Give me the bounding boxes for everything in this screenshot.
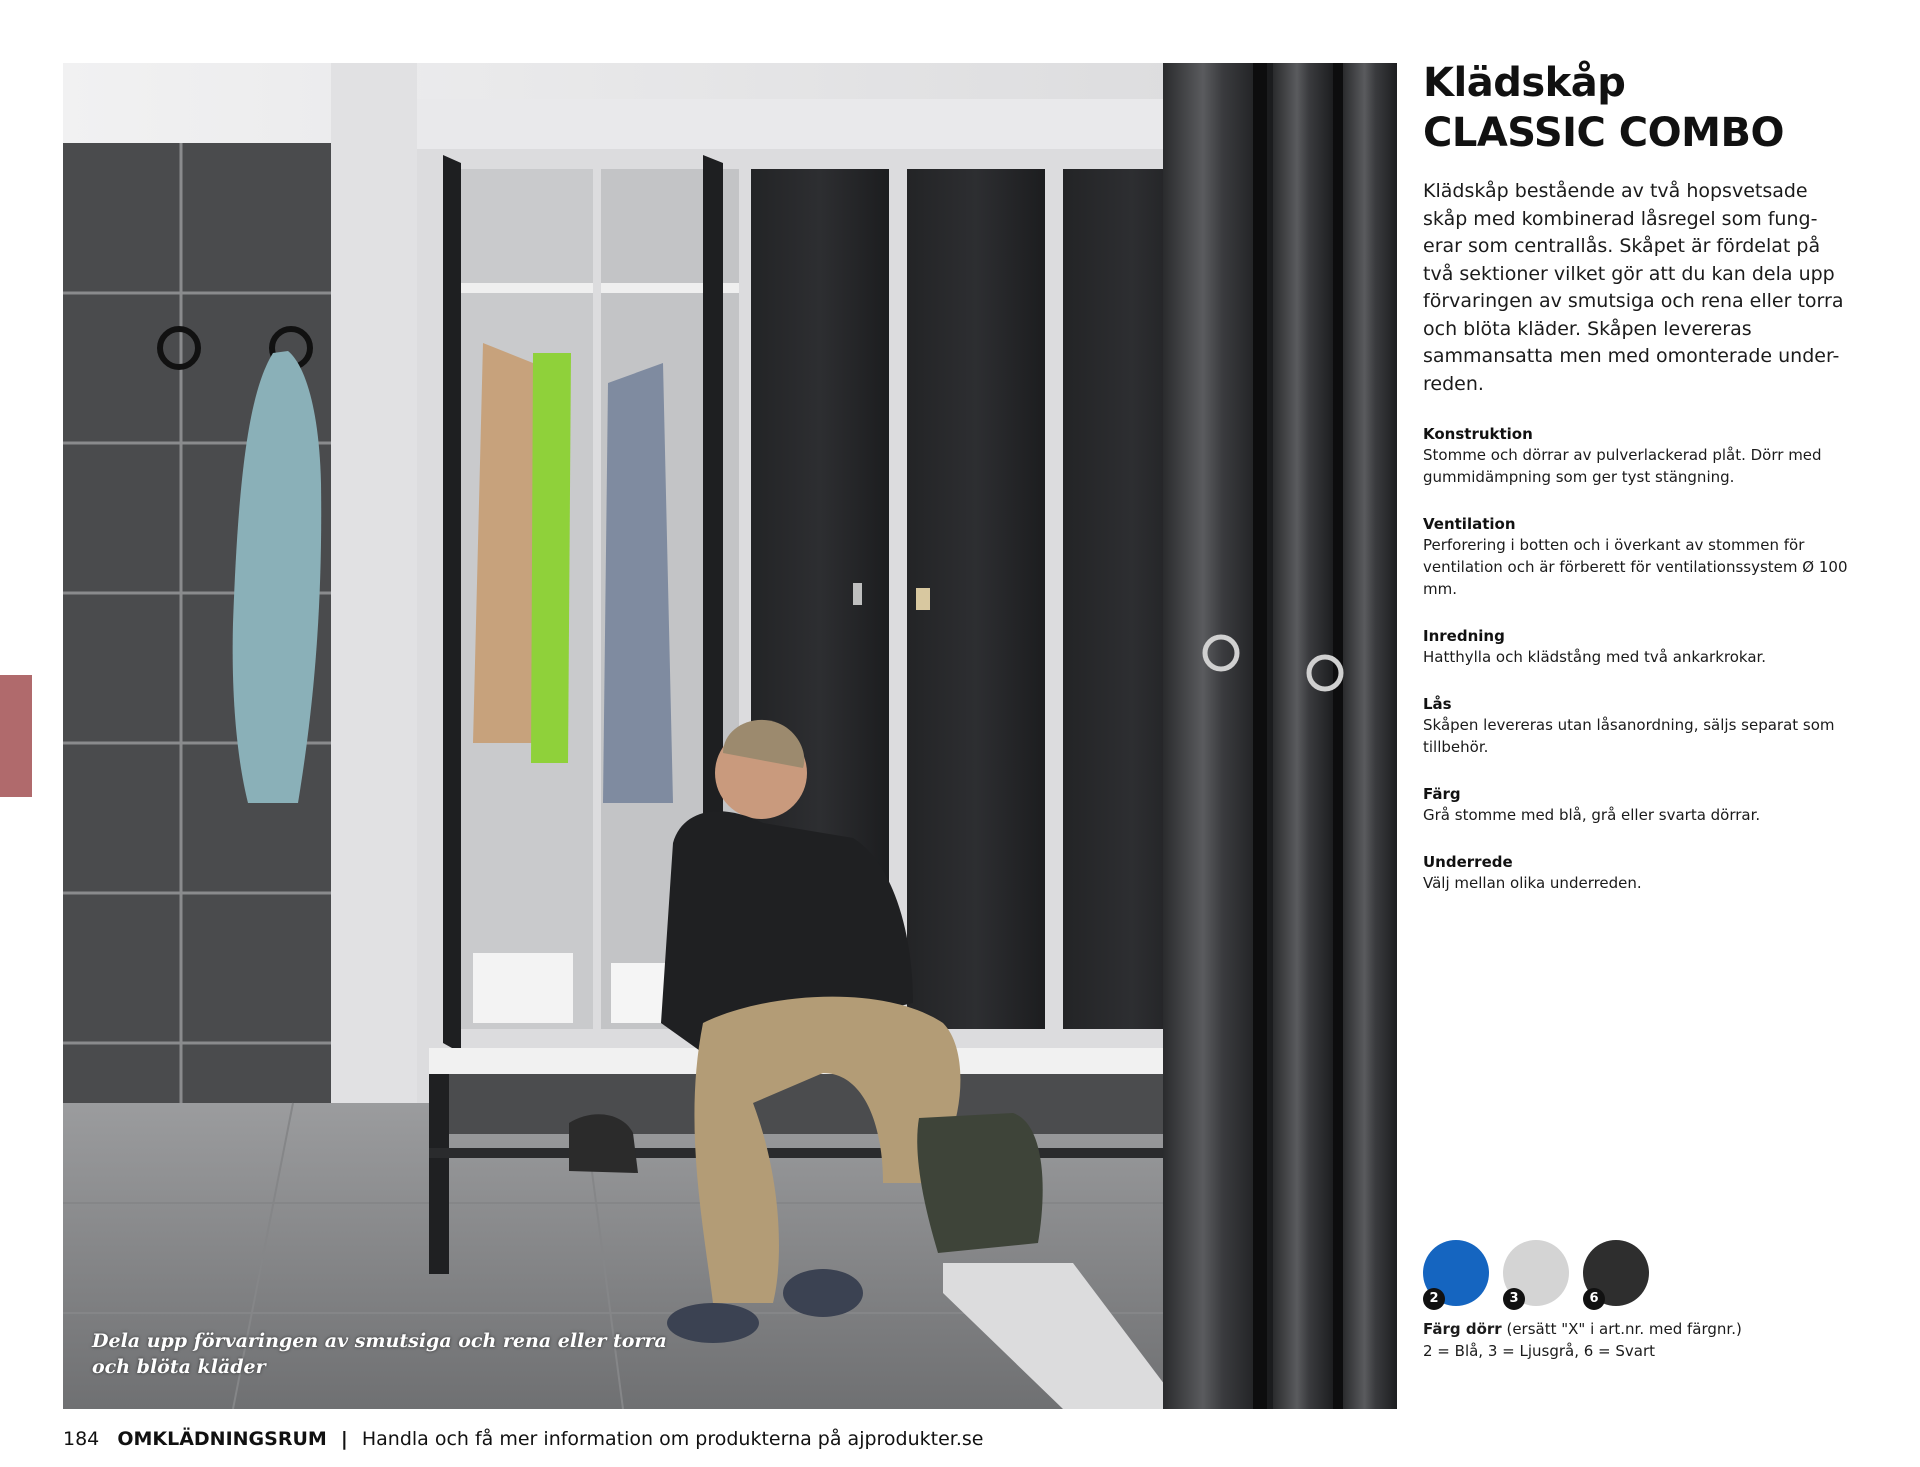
spec-konstruktion <box>1423 424 1863 488</box>
page-footer <box>63 1426 984 1452</box>
spec-ventilation <box>1423 514 1863 600</box>
spec-heading: Ventilation <box>1423 515 1516 533</box>
swatch-number: 6 <box>1583 1288 1605 1310</box>
color-swatch-blue <box>1423 1240 1489 1306</box>
section-name: OMKLÄDNINGSRUM <box>117 1428 327 1450</box>
spec-underrede <box>1423 852 1863 894</box>
spec-text: Stomme och dörrar av pulverlackerad plåt. Dörr med gummidämpning som ger tyst stängning. <box>1423 446 1822 486</box>
footer-separator: | <box>340 1428 348 1450</box>
color-swatch-light-grey <box>1503 1240 1569 1306</box>
spec-heading: Konstruktion <box>1423 425 1533 443</box>
locker-room-illustration <box>63 63 1397 1409</box>
spec-heading: Lås <box>1423 695 1452 713</box>
spec-text: Skåpen levereras utan låsanordning, säljs separat som tillbehör. <box>1423 716 1835 756</box>
product-photo <box>63 63 1397 1409</box>
product-title <box>1423 58 1863 158</box>
section-edge-tab <box>0 675 32 797</box>
spec-las <box>1423 694 1863 758</box>
product-title-line1: Klädskåp <box>1423 60 1626 106</box>
color-label: Färg dörr <box>1423 1320 1502 1338</box>
spec-heading: Inredning <box>1423 627 1505 645</box>
color-legend: 2 = Blå, 3 = Ljusgrå, 6 = Svart <box>1423 1342 1656 1360</box>
door-color-swatches <box>1423 1240 1649 1306</box>
swatch-number: 2 <box>1423 1288 1445 1310</box>
spec-heading: Färg <box>1423 785 1461 803</box>
spec-text: Grå stomme med blå, grå eller svarta dörrar. <box>1423 806 1761 824</box>
footer-link-text[interactable]: Handla och få mer information om produkterna på ajprodukter.se <box>361 1428 984 1450</box>
product-title-line2: CLASSIC COMBO <box>1423 110 1784 156</box>
spec-text: Perforering i botten och i överkant av stommen för ventilation och är förberett för ventilationssystem Ø 100 mm. <box>1423 536 1848 598</box>
product-intro: Klädskåp bestående av två hopsvetsade skåp med kombinerad låsregel som fung-erar som centrallås. Skåpet är fördelat på två sektioner vilket gör att du kan dela upp förvaringen av smutsiga och rena eller torra och blöta kläder. Skåpen levereras sammansatta men med omonterade under-reden. <box>1423 180 1844 395</box>
product-description <box>1423 58 1863 894</box>
swatch-number: 3 <box>1503 1288 1525 1310</box>
page-number: 184 <box>63 1428 100 1450</box>
color-label-note: (ersätt "X" i art.nr. med färgnr.) <box>1506 1320 1742 1338</box>
spec-inredning <box>1423 626 1863 668</box>
spec-farg <box>1423 784 1863 826</box>
color-note <box>1423 1318 1742 1362</box>
color-swatch-black <box>1583 1240 1649 1306</box>
spec-text: Välj mellan olika underreden. <box>1423 874 1642 892</box>
spec-heading: Underrede <box>1423 853 1513 871</box>
spec-text: Hatthylla och klädstång med två ankarkrokar. <box>1423 648 1767 666</box>
photo-caption: Dela upp förvaringen av smutsiga och rena eller torra och blöta kläder <box>92 1330 667 1378</box>
